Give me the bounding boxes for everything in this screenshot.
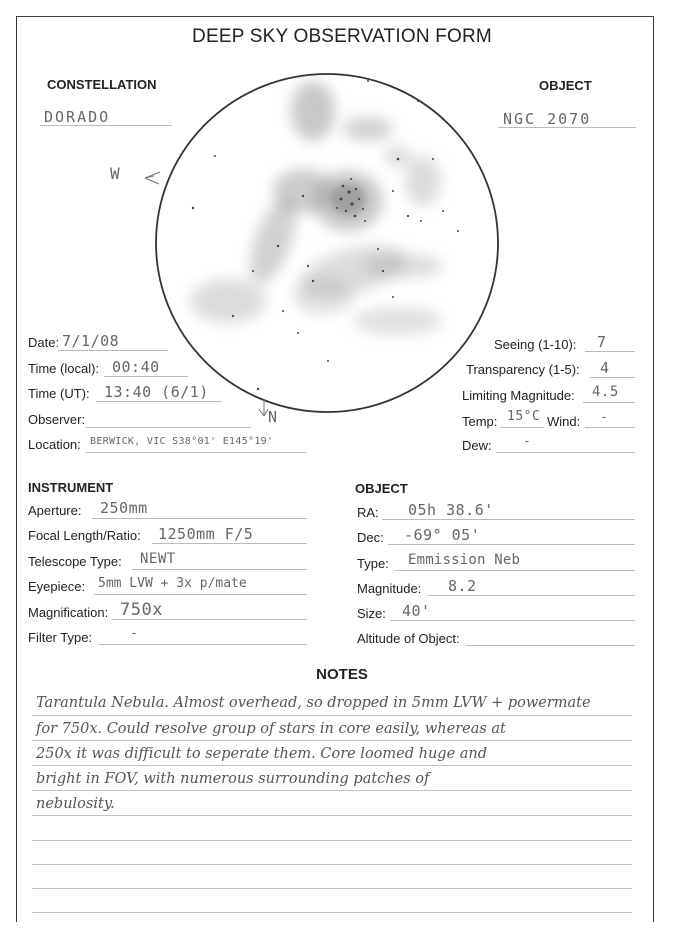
notes-text-line: Tarantula Nebula. Almost overhead, so dropped in 5mm LVW + powermate [36,695,591,711]
notes-rule [32,912,632,913]
location-value: BERWICK, VIC S38°01' E145°19' [90,436,274,447]
temp-line [500,427,544,428]
magnitude-line [428,595,635,596]
eyepiece-sketch [153,71,501,415]
notes-text-line: for 750x. Could resolve group of stars in core easily, whereas at [36,721,506,737]
nebula-sketch [190,80,459,390]
transparency-value: 4 [600,359,610,377]
focal-length-label: Focal Length/Ratio: [28,528,141,543]
filter-type-label: Filter Type: [28,630,93,645]
notes-rule [32,888,632,889]
observer-line [86,427,251,428]
notes-heading: NOTES [316,666,368,683]
object-type-label: Type: [357,556,389,571]
aperture-label: Aperture: [28,503,82,518]
direction-north-label: N [268,408,278,426]
constellation-value: DORADO [44,108,111,126]
eyepiece-value: 5mm LVW + 3x p/mate [98,576,247,591]
filter-type-line [98,644,307,645]
date-value: 7/1/08 [62,332,120,350]
time-ut-value: 13:40 (6/1) [104,383,209,401]
notes-text-line: 250x it was difficult to seperate them. Core loomed huge and [36,746,488,762]
magnitude-label: Magnitude: [357,581,422,596]
telescope-type-line [132,569,307,570]
size-value: 40' [402,602,431,620]
wind-value: - [600,410,609,425]
dew-label: Dew: [462,438,492,453]
notes-text-line: nebulosity. [36,796,115,812]
magnification-value: 750x [120,600,163,620]
telescope-type-label: Telescope Type: [28,554,122,569]
dec-value: -69° 05' [404,526,481,544]
limiting-magnitude-line [583,402,635,403]
notes-rule [32,840,632,841]
seeing-label: Seeing (1-10): [494,337,577,352]
notes-rule [32,715,632,716]
notes-rule [32,765,632,766]
date-label: Date: [28,335,60,350]
ra-label: RA: [357,505,379,520]
date-line [58,350,168,351]
north-arrow-icon [256,398,270,418]
dec-line [388,544,635,545]
form-title: DEEP SKY OBSERVATION FORM [192,26,492,47]
object-value: NGC 2070 [503,110,592,128]
time-ut-label: Time (UT): [28,386,90,401]
magnitude-value: 8.2 [448,577,477,595]
object-type-value: Emmission Neb [408,552,521,568]
time-local-line [104,376,188,377]
notes-rule [32,740,632,741]
direction-west-label: W [110,164,121,183]
aperture-line [92,518,307,519]
object-type-line [395,570,635,571]
ra-line [382,519,635,520]
wind-line [585,427,635,428]
size-label: Size: [357,606,386,621]
limiting-magnitude-value: 4.5 [592,384,619,400]
magnification-line [112,619,307,620]
observer-label: Observer: [28,412,86,427]
dew-value: - [523,434,532,449]
focal-length-value: 1250mm F/5 [158,525,254,543]
notes-text-line: bright in FOV, with numerous surrounding patches of [36,771,430,787]
location-label: Location: [28,437,81,452]
wind-label: Wind: [547,414,581,429]
constellation-label: CONSTELLATION [47,77,157,92]
time-ut-line [96,401,221,402]
altitude-label: Altitude of Object: [357,631,460,646]
eyepiece-line [94,594,307,595]
altitude-line [466,645,635,646]
eyepiece-label: Eyepiece: [28,579,86,594]
temp-value: 15°C [507,409,541,424]
notes-rule [32,864,632,865]
size-line [390,620,635,621]
notes-rule [32,790,632,791]
dew-line [496,452,635,453]
time-local-value: 00:40 [112,358,160,376]
transparency-line [590,377,635,378]
instrument-heading: INSTRUMENT [28,480,114,495]
object-label: OBJECT [539,78,592,93]
limiting-magnitude-label: Limiting Magnitude: [462,388,575,403]
temp-label: Temp: [462,414,498,429]
location-line [86,452,306,453]
seeing-value: 7 [597,333,607,351]
object-line [498,127,636,128]
object-info-heading: OBJECT [355,481,408,496]
filter-type-value: - [130,626,139,641]
time-local-label: Time (local): [28,361,100,376]
ra-value: 05h 38.6' [408,501,494,519]
seeing-line [585,351,635,352]
telescope-type-value: NEWT [140,551,176,567]
transparency-label: Transparency (1-5): [466,362,580,377]
aperture-value: 250mm [100,499,148,517]
focal-length-line [152,543,307,544]
magnification-label: Magnification: [28,605,109,620]
dec-label: Dec: [357,530,384,545]
notes-rule [32,815,632,816]
